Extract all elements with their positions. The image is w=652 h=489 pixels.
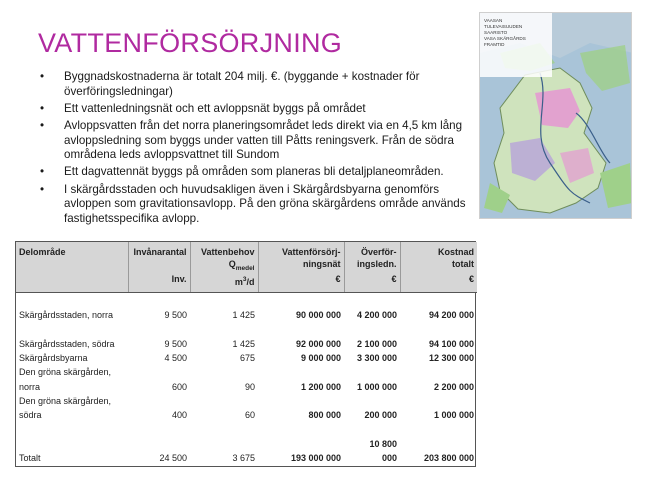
col-header-delomrade: Delområde [16, 242, 128, 259]
col-header-kostnad-line2: totalt [400, 259, 477, 274]
map-label-line: VAASAN [484, 18, 503, 23]
bullet-dot-icon: • [40, 165, 45, 179]
cell-vatten: 60 [244, 410, 255, 421]
cell-nat: 800 000 [308, 410, 341, 421]
cell-inv: 400 [171, 410, 187, 421]
bullet-list [38, 70, 468, 229]
bullet-dot-icon: • [40, 70, 45, 83]
col-header-vattenforsorj-line2: ningsnät [258, 259, 344, 274]
map-label-line: VASA SKÄRGÅRDS [484, 36, 526, 41]
cell-nat: 193 000 000 [290, 453, 341, 464]
total-row [16, 451, 477, 465]
table-row [16, 337, 477, 351]
unit-euro: € [400, 274, 477, 293]
cell-vatten: 90 [244, 381, 255, 392]
col-header-invanarantal: Invånarantal [128, 242, 190, 259]
cell-vatten: 1 425 [232, 339, 255, 349]
bullet-item [38, 70, 468, 99]
cell-overf: 2 100 000 [356, 339, 397, 349]
col-header-overfor-line2: ingsledn. [344, 259, 400, 274]
slide-title: VATTENFÖRSÖRJNING [38, 28, 343, 58]
cell-total: 2 200 000 [433, 381, 474, 392]
unit-euro: € [344, 274, 400, 293]
table-row [16, 408, 477, 422]
cell-total-label: Totalt [19, 453, 41, 464]
archipelago-map [479, 12, 632, 219]
map-label-line: SAARISTO [484, 30, 508, 35]
col-header-qmedel: $Q_{medel}$ [190, 259, 258, 274]
cell-overf-total-line2: 000 [381, 453, 397, 464]
table-row [16, 308, 477, 322]
cell-inv: 24 500 [159, 453, 187, 464]
bullet-text: Byggnadskostnaderna är totalt 204 milj. €. (byggande + kostnader för överföringsledningar) [64, 70, 420, 98]
unit-euro: € [258, 274, 344, 293]
bullet-dot-icon: • [40, 118, 45, 132]
cell-total: 1 000 000 [433, 410, 474, 421]
cell-vatten: 675 [239, 353, 255, 364]
bullet-text: I skärgårdsstaden och huvudsakligen även i Skärgårdsbyarna genomförs avloppen som gravitationsavlopp. På den gröna skärgårdens område används fastighetsspecifika avlopp. [64, 182, 466, 225]
cell-delomrade: södra [19, 410, 42, 421]
cell-overf: 3 300 000 [356, 353, 397, 364]
cell-inv: 9 500 [164, 309, 187, 320]
cell-inv: 4 500 [164, 353, 187, 364]
col-header-vattenforsorjningsnat: Vattenförsörj- [258, 242, 344, 259]
cell-nat: 90 000 000 [295, 309, 341, 320]
cost-table-container [15, 241, 476, 467]
unit-inv: Inv. [128, 274, 190, 293]
bullet-dot-icon: • [40, 101, 45, 115]
table-row [16, 394, 477, 408]
bullet-dot-icon: • [40, 182, 45, 196]
cell-vatten: 1 425 [232, 309, 255, 320]
cell-delomrade: Skärgårdsstaden, södra [19, 339, 115, 349]
cell-overf-total-line1: 10 800 [369, 439, 397, 450]
cell-delomrade: Den gröna skärgården, [19, 367, 112, 378]
cell-delomrade: Skärgårdsstaden, norra [19, 309, 114, 320]
cost-table [16, 242, 477, 466]
cell-delomrade: Skärgårdsbyarna [19, 353, 88, 364]
bullet-item [38, 183, 468, 227]
table-row [16, 351, 477, 365]
col-header-vattenbehov: Vattenbehov [190, 242, 258, 259]
bullet-text: Ett vattenledningsnät och ett avloppsnät byggs på området [64, 101, 366, 115]
map-label-line: TULEVAISUUDEN [484, 24, 523, 29]
total-row [16, 437, 477, 451]
bullet-item [38, 165, 468, 180]
cell-inv: 9 500 [164, 339, 187, 349]
map-label-line: FRAMTID [484, 42, 505, 47]
cell-total: 94 100 000 [428, 339, 474, 349]
cell-nat: 9 000 000 [300, 353, 341, 364]
cell-delomrade: Den gröna skärgården, [19, 395, 112, 406]
table-row [16, 365, 477, 379]
cell-overf: 200 000 [364, 410, 397, 421]
cell-total: 203 800 000 [423, 453, 474, 464]
cell-nat: 1 200 000 [300, 381, 341, 392]
table-row [16, 380, 477, 394]
cell-delomrade: norra [19, 381, 41, 392]
cell-nat: 92 000 000 [295, 339, 341, 349]
col-header-overforingsledn: Överför- [344, 242, 400, 259]
cell-total: 12 300 000 [428, 353, 474, 364]
unit-m3d: $m^3/d$ [190, 274, 258, 293]
cell-total: 94 200 000 [428, 309, 474, 320]
col-header-kostnad: Kostnad [400, 242, 477, 259]
map-image [480, 13, 632, 219]
bullet-item [38, 102, 468, 117]
cell-overf: 4 200 000 [356, 309, 397, 320]
bullet-item [38, 119, 468, 163]
cell-overf: 1 000 000 [356, 381, 397, 392]
bullet-text: Ett dagvattennät byggs på områden som planeras bli detaljplaneområden. [64, 165, 444, 179]
cell-vatten: 3 675 [232, 453, 255, 464]
bullet-text: Avloppsvatten från det norra planeringsområdet leds direkt via en 4,5 km lång avloppsledning som byggs under vatten till Påtts reningsverk. Från de södra områdena leds avloppsvattnet till Sundom [64, 118, 463, 162]
cell-inv: 600 [171, 381, 187, 392]
